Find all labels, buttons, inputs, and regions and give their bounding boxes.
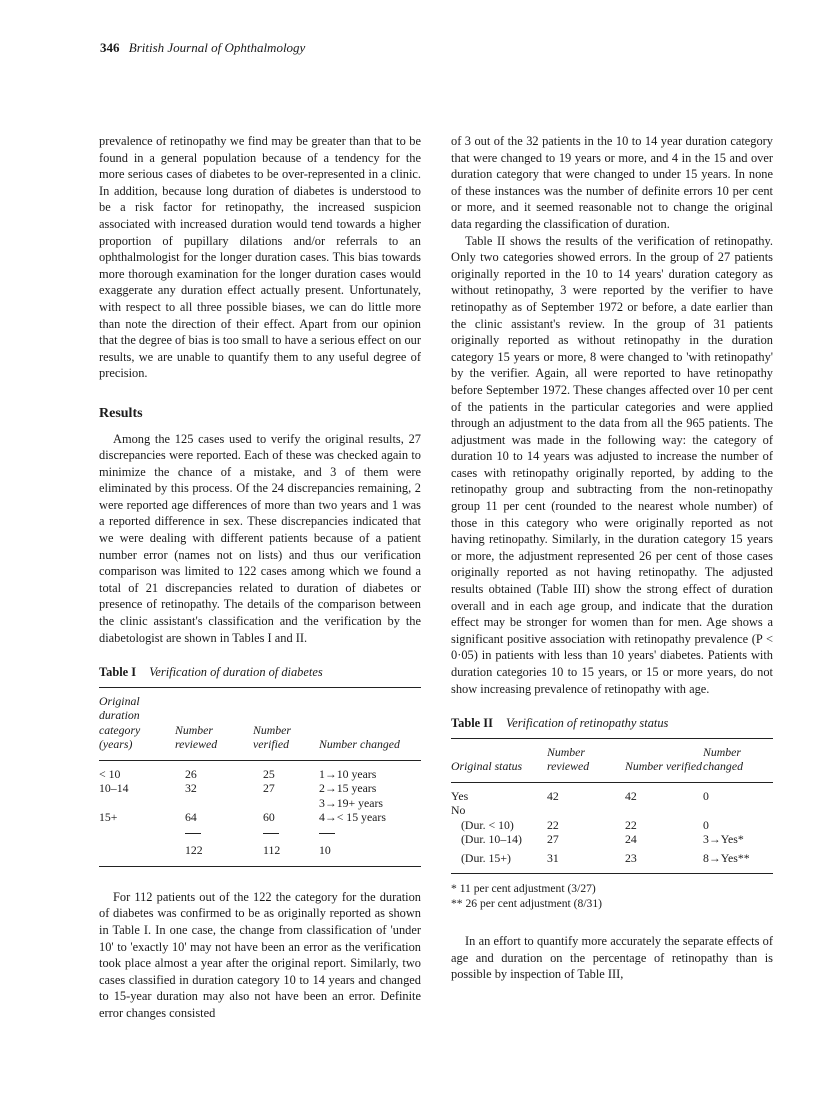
table-cell: 4→< 15 years [319, 810, 386, 825]
table2-footnotes [451, 882, 773, 911]
table-cell: 10 [319, 839, 421, 866]
table-total-row [99, 839, 421, 866]
table1 [99, 687, 421, 867]
table-cell: 26 [185, 766, 197, 781]
table-row [451, 782, 773, 803]
paragraph: of 3 out of the 32 patients in the 10 to 14 year duration category that were changed to 19 years or more, and 4 in the 15 and over duration category that were changed to under 15 years. In none of these instances was the number of definite errors 10 per cent or more, and it seemed reasonable not to change the original data regarding the classification of duration. [451, 134, 773, 231]
table2 [451, 738, 773, 875]
table-cell: 42 [547, 788, 559, 803]
table-cell: 23 [625, 847, 703, 874]
table-cell: (Dur. 15+) [451, 847, 547, 874]
table2-header: Number changed [703, 738, 773, 782]
sum-rule [319, 833, 335, 834]
table-cell: 32 [185, 781, 197, 796]
paragraph: For 112 patients out of the 122 the category for the duration of diabetes was confirmed to be as originally reported as shown in Table I. In one case, the change from classification of 'under 10' to 'exactly 10' may not have been an error as the verification took place almost a year after the original report. Similarly, two cases classified in duration category 10 to 14 years and changed to 15-year duration may also not have been an error. Definite error changes consisted [99, 889, 421, 1020]
table1-caption: Verification of duration of diabetes [149, 665, 323, 680]
table-cell: 22 [547, 817, 559, 832]
right-column [451, 133, 773, 983]
sum-rule-row [99, 825, 421, 840]
paragraph: In an effort to quantify more accurately the separate effects of age and duration on the percentage of retinopathy than is possible by inspection of Table III, [451, 934, 773, 982]
table-cell: 60 [263, 810, 275, 825]
table-cell: 122 [175, 839, 253, 866]
left-column [99, 133, 421, 1022]
table1-label: Table I [99, 665, 137, 680]
table1-header: Number verified [253, 687, 319, 760]
table-cell: 24 [625, 832, 637, 847]
table2-title [451, 715, 773, 732]
table-row [99, 760, 421, 781]
table-cell: (Dur. 10–14) [461, 832, 522, 847]
page-number: 346 [100, 40, 120, 55]
table-cell: 3→Yes* [703, 832, 744, 847]
table2-header: Original status [451, 738, 547, 782]
table-cell: 8→Yes** [703, 847, 773, 874]
table1-title [99, 664, 421, 681]
table-cell: 22 [625, 817, 637, 832]
table-row [451, 832, 773, 847]
paragraph: Among the 125 cases used to verify the original results, 27 discrepancies were reported. Each of these was checked again to minimize the chance of a mistake, and 3 of them were eliminated by this process. Of the 24 discrepancies remaining, 2 were reported age differences of more than two years and 1 was a reported difference in sex. These discrepancies indicated that we were dealing with different patients because of a patient number error (names not on lists) and thus our verification comparison was limited to 122 cases among which we found a total of 21 discrepancies related to duration of diabetes or presence of retinopathy. The details of the comparison between the clinic assistant's classification and the verification by the diabetologist are shown in Tables I and II. [99, 431, 421, 645]
results-heading: Results [99, 405, 143, 421]
table-cell: 15+ [99, 810, 118, 825]
table-cell: (Dur. < 10) [461, 817, 514, 832]
table-row [99, 781, 421, 810]
footnote: ** 26 per cent adjustment (8/31) [451, 896, 603, 910]
table-row [451, 847, 773, 874]
paragraph: Table II shows the results of the verification of retinopathy. Only two categories showed errors. In the group of 27 patients originally reported in the 10 to 14 years' duration category as without retinopathy, 3 were reported by the verifier to have retinopathy as of September 1972 or before, a date earlier than the clinic assistant's review. In the group of 31 patients originally reported as without retinopathy in the duration category 15 years or more, 8 were changed to 'with retinopathy' by the verifier. Again, all were reported to have retinopathy before September 1972. These changes affected over 10 per cent of the patients in the particular categories and were applied through an adjustment to the data from all the 965 patients. The adjustment was made in the following way: the category of duration 10 to 14 years was adjusted to increase the number of cases with retinopathy originally reported, by adding to the retinopathy group and subtracting from the non-retinopathy group 11 per cent (rounded to the nearest whole number) of those in this category who were originally reported as not having retinopathy. Similarly, in the duration category 15 years or more, the adjustment represented 26 per cent of those cases originally reported as not having retinopathy. The adjusted results obtained (Table III) show the strong effect of duration overall and in each age group, and indicate that the duration effect may be stronger for women than for men. Age shows a significant positive association with retinopathy prevalence (P < 0·05) in patients with less than 10 years' diabetes. Patients with duration categories 10 to 15 years, or 15 or more years, do not show increasing prevalence of retinopathy with age. [451, 233, 773, 696]
table-cell: 25 [263, 766, 275, 781]
table2-label: Table II [451, 716, 493, 731]
change-entry: 3→19+ years [319, 795, 383, 810]
table-cell: No [451, 803, 466, 818]
footnote: * 11 per cent adjustment (3/27) [451, 882, 596, 896]
table-row [99, 810, 421, 825]
table2-header: Number verified [625, 738, 703, 782]
table2-header: Number reviewed [547, 738, 625, 782]
table-cell: 31 [547, 847, 625, 874]
table-cell: Yes [451, 788, 469, 803]
table-cell: 112 [253, 839, 319, 866]
table-cell: 42 [625, 788, 637, 803]
table1-header: Number changed [319, 687, 421, 760]
journal-title: British Journal of Ophthalmology [128, 40, 306, 55]
running-header [100, 40, 305, 56]
table-cell: 27 [263, 781, 275, 796]
table-cell: 1→10 years [319, 766, 377, 781]
table-cell: < 10 [99, 766, 121, 781]
table-cell: 0 [703, 817, 709, 832]
paragraph: prevalence of retinopathy we find may be greater than that to be found in a general population because of a tendency for the more serious cases of diabetes to be over-represented in a clinic. In addition, because long duration of diabetes is understood to be a risk factor for retinopathy, the increased suspicion associated with increased duration would tend towards a higher proportion of pupillary dilations and/or referrals to an ophthalmologist for the longer duration cases. This bias towards more thorough examination for the longer duration cases would exaggerate any duration effect actually present. Unfortunately, with respect to all three possible biases, we can do little more than note the direction of their effect. Apart from our opinion that the degree of bias is too small to have a serious effect on our results, we are unable to quantify them to any useful degree of precision. [99, 134, 421, 381]
table2-caption: Verification of retinopathy status [506, 716, 669, 731]
table-row [451, 818, 773, 833]
table-cell: 27 [547, 832, 559, 847]
table-cell: 64 [185, 810, 197, 825]
table-cell: 10–14 [99, 781, 129, 796]
change-entry: 2→15 years [319, 781, 377, 796]
table1-header: Number reviewed [175, 687, 253, 760]
table-cell: 0 [703, 788, 709, 803]
table-cell [319, 781, 421, 810]
table-row [451, 803, 773, 818]
sum-rule [185, 833, 201, 834]
sum-rule [263, 833, 279, 834]
table1-header: Original duration category (years) [99, 687, 175, 760]
